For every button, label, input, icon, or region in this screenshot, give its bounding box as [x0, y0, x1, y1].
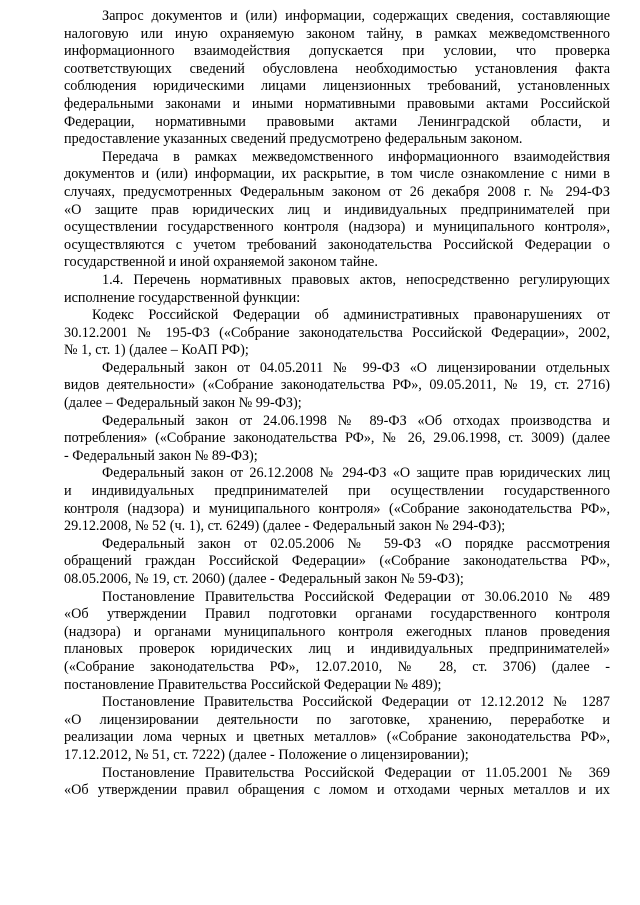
text-line: соблюдения юридическими лицами лицензионных требований, установленных: [64, 78, 610, 95]
text-line: обращений граждан Российской Федерации» («Собрание законодательства РФ»,: [64, 553, 610, 570]
list-item-decree-369: [64, 765, 610, 800]
text-line: 30.12.2001 № 195-ФЗ («Собрание законодательства Российской Федерации», 2002,: [64, 324, 610, 341]
text-line: реализации лома черных и цветных металлов» («Собрание законодательства РФ»,: [64, 729, 610, 746]
text-line: Федеральный закон от 24.06.1998 № 89-ФЗ «Об отходах производства и: [102, 412, 610, 429]
list-item-decree-489: [64, 589, 610, 695]
text-line: случаях, предусмотренных Федеральным законом от 26 декабря 2008 г. № 294-ФЗ: [64, 183, 610, 200]
text-line: контроля (надзора) и муниципального контроля» («Собрание законодательства РФ»,: [64, 500, 610, 517]
text-line: информационного взаимодействия допускается при условии, что проверка: [64, 43, 610, 60]
text-line: осуществлении государственного контроля (надзора) и муниципального контроля»,: [64, 219, 610, 236]
paragraph-info-request: [64, 8, 610, 149]
paragraph-info-transfer: [64, 149, 610, 272]
text-line: Передача в рамках межведомственного информационного взаимодействия: [102, 148, 610, 165]
text-line: плановых проверок юридических лиц и индивидуальных предпринимателей»: [64, 641, 610, 658]
text-line: 08.05.2006, № 19, ст. 2060) (далее - Федеральный закон № 59-ФЗ);: [64, 571, 464, 587]
text-line: постановление Правительства Российской Федерации № 489);: [64, 676, 442, 693]
text-line: («Собрание законодательства РФ», 12.07.2010, № 28, ст. 3706) (далее -: [64, 658, 610, 675]
text-line: Федеральный закон от 26.12.2008 № 294-ФЗ «О защите прав юридических лиц: [102, 465, 610, 482]
text-line: (надзора) и органами муниципального контроля ежегодных планов проведения: [64, 623, 610, 640]
text-line: Кодекс Российской Федерации об административных правонарушениях от: [92, 307, 610, 324]
text-line: предоставление указанных сведений предусмотрено федеральным законом.: [64, 131, 523, 148]
text-line: документов и (или) информации, их раскрытие, в том числе ознакомление с ними в: [64, 166, 610, 183]
text-line: видов деятельности» («Собрание законодательства РФ», 09.05.2011, № 19, ст. 2716): [64, 377, 610, 394]
text-line: государственной и иной охраняемой законом тайне.: [64, 254, 378, 271]
list-item-koap: [64, 307, 610, 360]
text-line: «О защите прав юридических лиц и индивидуальных предпринимателей при: [64, 201, 610, 218]
text-line: налоговую или иную охраняемую законом тайну, в рамках межведомственного: [64, 25, 610, 42]
text-line: 1.4. Перечень нормативных правовых актов, непосредственно регулирующих: [102, 271, 610, 288]
text-line: 29.12.2008, № 52 (ч. 1), ст. 6249) (далее - Федеральный закон № 294-ФЗ);: [64, 518, 506, 535]
text-line: Федерации, нормативными правовыми актами Ленинградской области, и: [64, 113, 610, 130]
text-line: «Об утверждении Правил подготовки органами государственного контроля: [64, 606, 610, 623]
section-heading-1-4: [64, 272, 610, 307]
text-line: Постановление Правительства Российской Федерации от 11.05.2001 № 369: [102, 764, 610, 781]
text-line: федеральными законами и иными нормативными правовыми актами Российской: [64, 95, 610, 112]
text-line: исполнение государственной функции:: [64, 289, 301, 306]
text-line: № 1, ст. 1) (далее – КоАП РФ);: [64, 342, 249, 359]
list-item-fz-99: [64, 360, 610, 413]
list-item-fz-294: [64, 465, 610, 535]
text-line: Запрос документов и (или) информации, содержащих сведения, составляющие: [102, 8, 610, 24]
text-line: осуществляются с учетом требований законодательства Российской Федерации о: [64, 236, 610, 253]
text-line: Постановление Правительства Российской Федерации от 12.12.2012 № 1287: [102, 694, 610, 711]
text-line: «Об утверждении правил обращения с ломом и отходами черных металлов и их: [64, 782, 610, 799]
text-line: Федеральный закон от 04.05.2011 № 99-ФЗ «О лицензировании отдельных: [102, 359, 610, 376]
list-item-fz-89: [64, 413, 610, 466]
list-item-decree-1287: [64, 694, 610, 764]
document-page: [64, 8, 610, 800]
text-line: 17.12.2012, № 51, ст. 7222) (далее - Положение о лицензировании);: [64, 746, 469, 763]
text-line: потребления» («Собрание законодательства РФ», № 26, 29.06.1998, ст. 3009) (далее: [64, 430, 610, 447]
list-item-fz-59: [64, 536, 610, 589]
text-line: соответствующих сведений обусловлена необходимостью установления факта: [64, 60, 610, 77]
text-line: «О лицензировании деятельности по заготовке, хранению, переработке и: [64, 711, 610, 728]
text-line: и индивидуальных предпринимателей при осуществлении государственного: [64, 483, 610, 500]
text-line: (далее – Федеральный закон № 99-ФЗ);: [64, 395, 302, 412]
text-line: Федеральный закон от 02.05.2006 № 59-ФЗ «О порядке рассмотрения: [102, 535, 610, 552]
text-line: Постановление Правительства Российской Федерации от 30.06.2010 № 489: [102, 588, 610, 605]
text-line: - Федеральный закон № 89-ФЗ);: [64, 447, 258, 464]
